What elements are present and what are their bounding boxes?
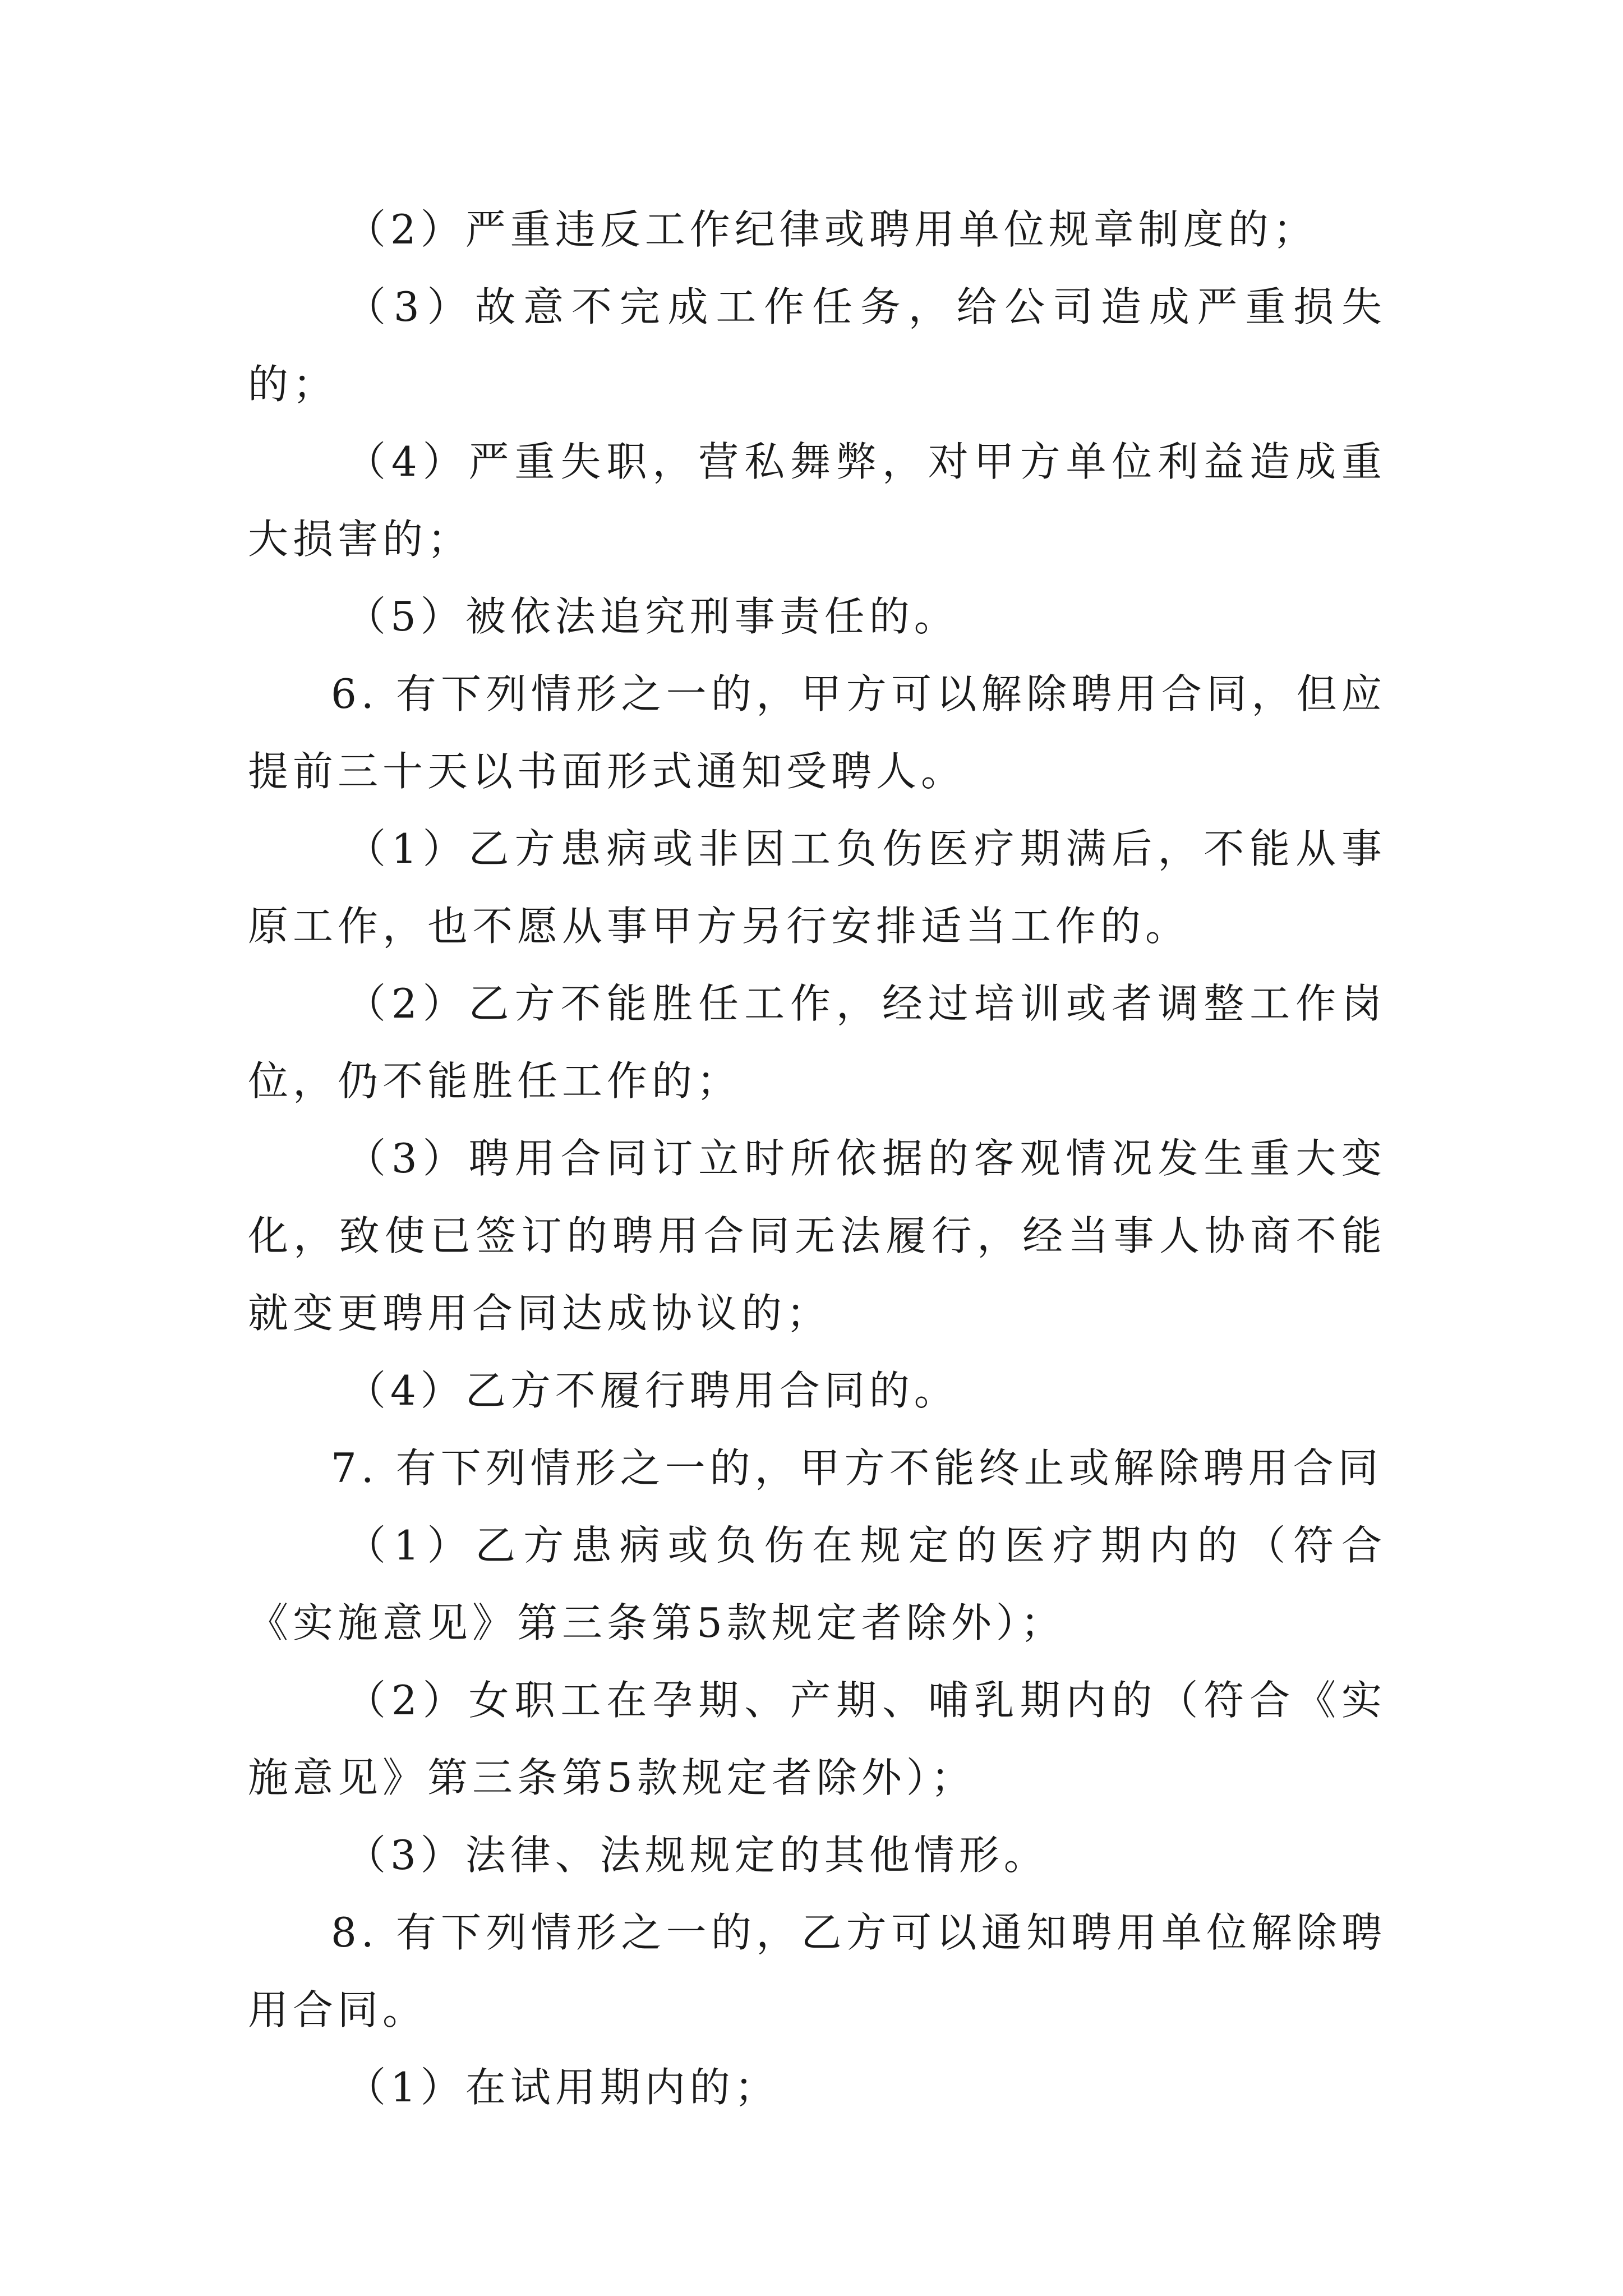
section-7-heading: 7. 有下列情形之一的，甲方不能终止或解除聘用合同 xyxy=(331,1444,1383,1492)
clause-item-5: （5）被依法追究刑事责任的。 xyxy=(345,593,959,640)
section-6-item-4: （4）乙方不履行聘用合同的。 xyxy=(345,1367,959,1414)
clause-item-4: （4）严重失职，营私舞弊，对甲方单位利益造成重大损害的； xyxy=(248,438,1386,563)
clause-item-3: （3）故意不完成工作任务，给公司造成严重损失的； xyxy=(248,283,1386,408)
section-7-item-3: （3）法律、法规规定的其他情形。 xyxy=(345,1832,1049,1879)
section-6-heading: 6. 有下列情形之一的，甲方可以解除聘用合同，但应提前三十天以书面形式通知受聘人。 xyxy=(248,670,1386,795)
section-7-item-1: （1）乙方患病或负伤在规定的医疗期内的（符合《实施意见》第三条第5款规定者除外）； xyxy=(248,1522,1386,1646)
document-body xyxy=(248,191,1386,2126)
clause-item-2: （2）严重违反工作纪律或聘用单位规章制度的； xyxy=(345,206,1318,253)
section-8-heading: 8. 有下列情形之一的，乙方可以通知聘用单位解除聘用合同。 xyxy=(248,1909,1386,2033)
section-6-item-3: （3）聘用合同订立时所依据的客观情况发生重大变化，致使已签订的聘用合同无法履行，经当事人协商不能就变更聘用合同达成协议的； xyxy=(248,1135,1386,1337)
section-6-item-1: （1）乙方患病或非因工负伤医疗期满后，不能从事原工作，也不愿从事甲方另行安排适当工作的。 xyxy=(248,825,1386,950)
section-7-item-2: （2）女职工在孕期、产期、哺乳期内的（符合《实施意见》第三条第5款规定者除外）； xyxy=(248,1677,1386,1801)
section-8-item-1: （1）在试用期内的； xyxy=(345,2064,780,2111)
section-6-item-2: （2）乙方不能胜任工作，经过培训或者调整工作岗位，仍不能胜任工作的； xyxy=(248,980,1386,1105)
